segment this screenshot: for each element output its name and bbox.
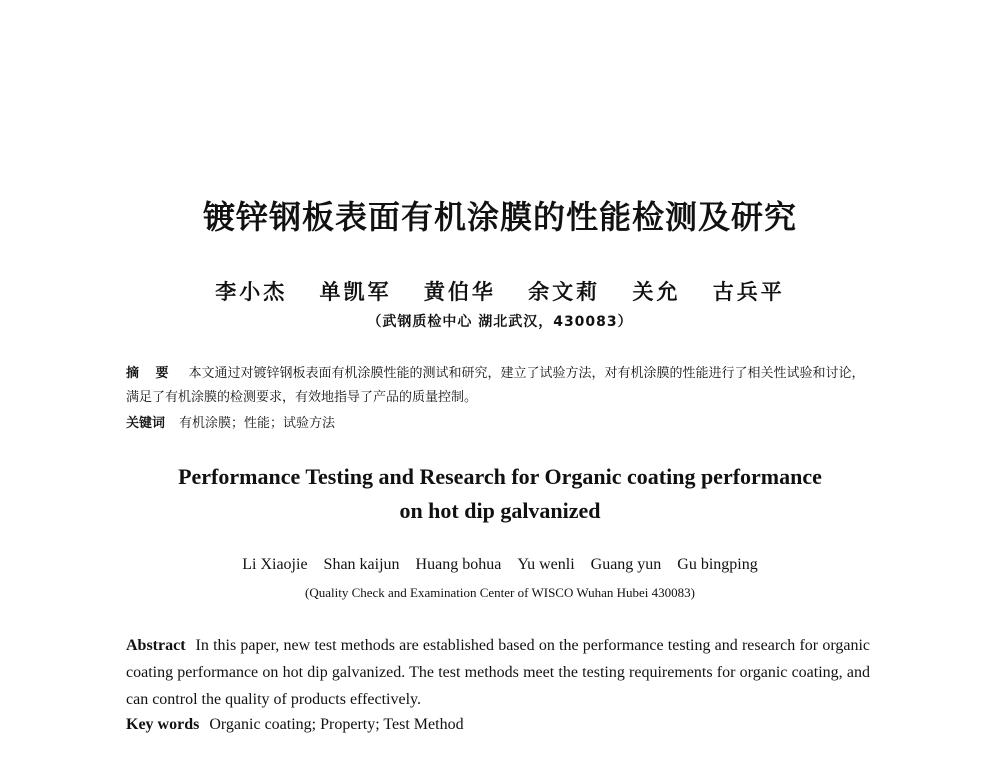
author-cn: 余文莉 [528, 279, 601, 304]
chinese-keywords-label: 关键词 [126, 416, 166, 431]
english-keywords-label: Key words [126, 716, 200, 733]
author-cn: 黄伯华 [423, 279, 496, 304]
chinese-abstract-text: 本文通过对镀锌钢板表面有机涂膜性能的测试和研究，建立了试验方法，对有机涂膜的性能进行了相关性试验和讨论，满足了有机涂膜的检测要求，有效地指导了产品的质量控制。 [126, 366, 865, 405]
author-cn: 古兵平 [712, 279, 785, 304]
author-cn: 关允 [632, 279, 681, 304]
author-en: Li Xiaojie [242, 556, 308, 573]
english-authors [0, 556, 1000, 574]
author-en: Gu bingping [677, 556, 758, 573]
author-en: Yu wenli [517, 556, 575, 573]
english-title [0, 460, 1000, 528]
author-en: Huang bohua [415, 556, 502, 573]
english-abstract-label: Abstract [126, 637, 186, 654]
english-keywords-text: Organic coating; Property; Test Method [209, 716, 464, 733]
author-en: Shan kaijun [323, 556, 400, 573]
chinese-title: 镀锌钢板表面有机涂膜的性能检测及研究 [202, 198, 797, 236]
chinese-keywords [126, 412, 870, 431]
author-cn: 单凯军 [319, 279, 392, 304]
english-keywords [126, 716, 870, 734]
chinese-abstract [126, 362, 870, 410]
chinese-abstract-label: 摘 要 [126, 366, 175, 381]
english-abstract-text: In this paper, new test methods are established based on the performance testing and research for organic coating performance on hot dip galvanized. The test methods meet the testing requirements for organic coating, and can control the quality of products effectively. [126, 637, 870, 708]
english-affiliation: (Quality Check and Examination Center of WISCO Wuhan Hubei 430083) [305, 585, 695, 600]
author-cn: 李小杰 [215, 279, 288, 304]
chinese-affiliation: （武钢质检中心 湖北武汉，430083） [367, 314, 633, 330]
english-title-line2: on hot dip galvanized [399, 498, 601, 523]
chinese-authors [0, 276, 1000, 306]
author-en: Guang yun [590, 556, 662, 573]
english-abstract [126, 632, 870, 713]
english-title-line1: Performance Testing and Research for Organic coating performance [178, 464, 822, 489]
chinese-keywords-text: 有机涂膜；性能；试验方法 [179, 416, 336, 431]
